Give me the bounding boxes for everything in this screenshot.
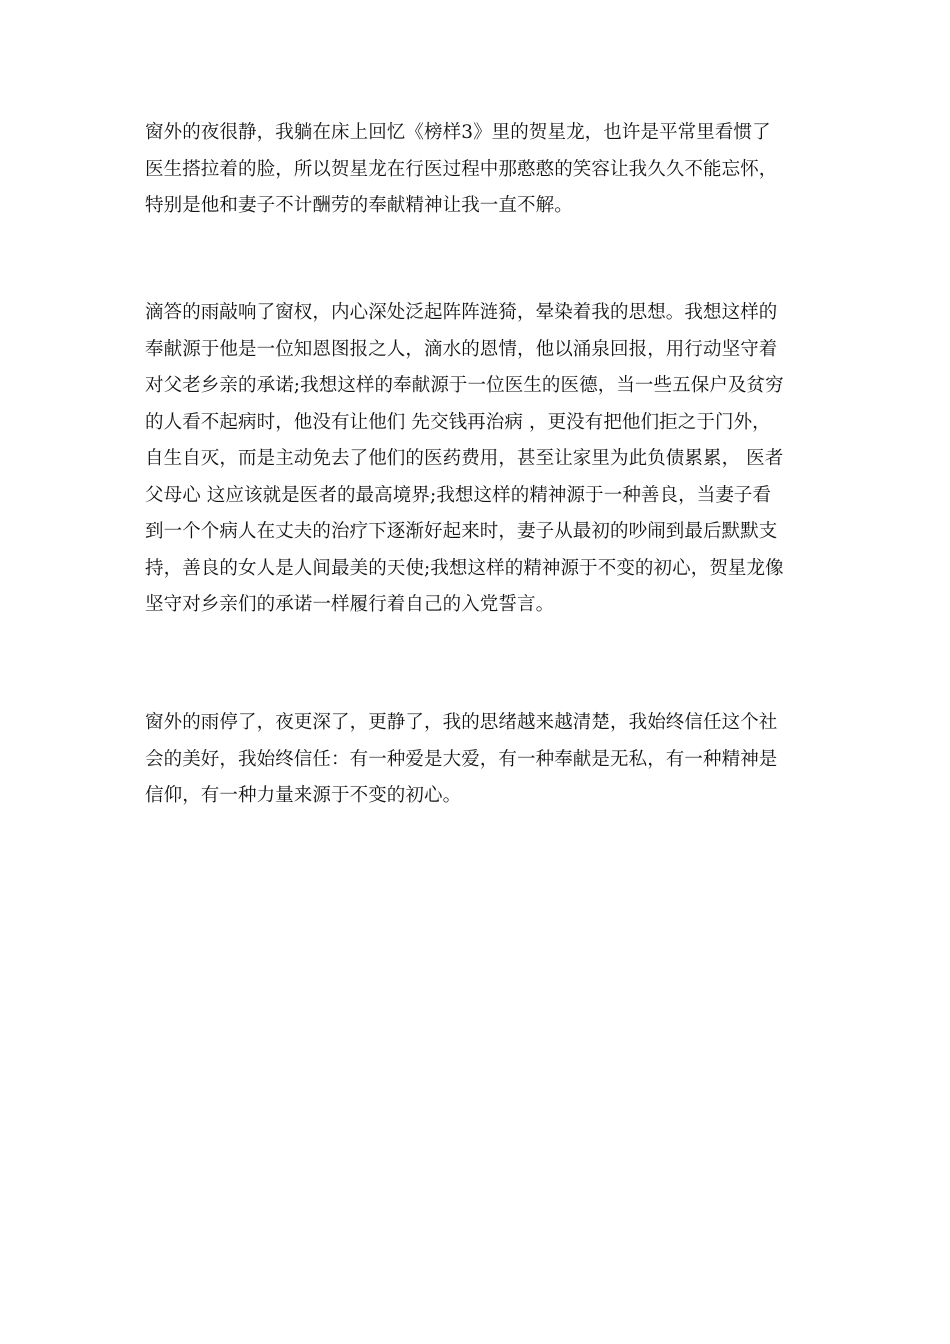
paragraph-1: 窗外的夜很静，我躺在床上回忆《榜样3》里的贺星龙，也许是平常里看惯了 医生搭拉着的脸，所以贺星龙在行医过程中那憨憨的笑容让我久久不能忘怀， 特别是他和妻子不计酬劳的奉献精神让我一直不解。: [145, 122, 778, 216]
paragraph-2: 滴答的雨敲响了窗杈，内心深处泛起阵阵涟猗，晕染着我的思想。我想这样的 奉献源于他是一位知恩图报之人，滴水的恩情，他以涌泉回报，用行动坚守着 对父老乡亲的承诺;我想这样的奉献源于一位医生的医德，当一些五保户及贫穷 的人看不起病时，他没有让他们 先交钱再治病 ，更没有把他们拒之于门外， 自生自灭，而是主动免去了他们的医药费用，甚至让家里为此负债累累， 医者 父母心 这应该就是医者的最高境界;我想这样的精神源于一种善良，当妻子看 到一个个病人在丈夫的治疗下逐渐好起来时，妻子从最初的吵闹到最后默默支 持，善良的女人是人间最美的天使;我想这样的精神源于不变的初心，贺星龙像 坚守对乡亲们的承诺一样履行着自己的入党誓言。: [145, 302, 784, 615]
paragraph-3: 窗外的雨停了，夜更深了，更静了，我的思绪越来越清楚，我始终信任这个社 会的美好，我始终信任：有一种爱是大爱，有一种奉献是无私，有一种精神是 信仰，有一种力量来源于不变的初心。: [145, 712, 778, 806]
